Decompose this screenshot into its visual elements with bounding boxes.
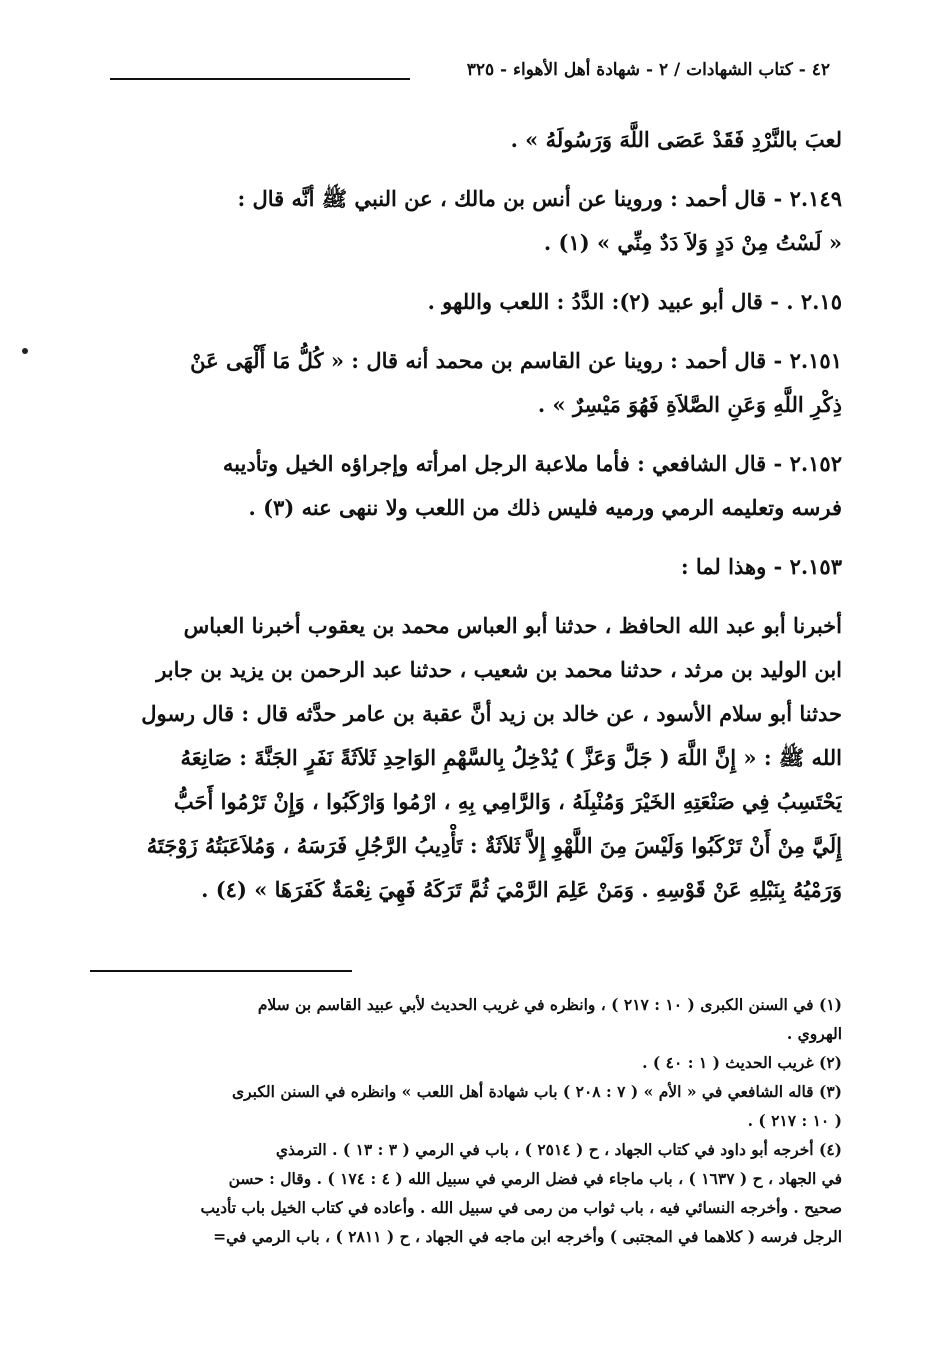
footnotes [100,990,842,1251]
text-line: ذِكْرِ اللَّهِ وَعَنِ الصَّلاَةِ فَهُوَ مَيْسِرٌ » . [537,392,842,417]
footnote-line: في الجهاد ، ح ( ١٦٣٧ ) ، باب ماجاء في فضل الرمي في سبيل الله ( ٤ : ١٧٤ ) . وقال : حسن [228,1169,842,1188]
footnote-line-1: (١) في السنن الكبرى ( ١٠ : ٢١٧ ) ، وانظره في غريب الحديث لأبي عبيد القاسم بن سلام [257,995,842,1014]
text-line-para-2153: ٢.١٥٣ - وهذا لما : [680,554,842,579]
text-line: فرسه وتعليمه الرمي ورميه فليس ذلك من اللعب ولا ننهى عنه (٣) . [248,495,842,520]
footnote-line: الهروي . [786,1024,842,1043]
text-line: الله ﷺ : « إِنَّ اللَّهَ ( جَلَّ وَعَزَّ ) يُدْخِلُ بِالسَّهْمِ الوَاحِدِ ثَلاَثَةً نَفَرٍ الجَنَّةَ : صَانِعَهُ [180,745,842,770]
running-title: ٤٢ - كتاب الشهادات / ٢ - شهادة أهل الأهواء - ٣٢٥ [466,60,830,80]
page-header [110,58,830,92]
footnote-line: ( ١٠ : ٢١٧ ) . [747,1111,842,1130]
margin-dot [22,348,28,354]
footnote-line: صحيح . وأخرجه النسائي فيه ، باب ثواب من رمى في سبيل الله . وأعاده في كتاب الخيل باب تأديب [200,1198,842,1217]
footnote-rule [90,970,352,972]
text-line: أخبرنا أبو عبد الله الحافظ ، حدثنا أبو العباس محمد بن يعقوب أخبرنا العباس [183,613,842,638]
footnote-line-3: (٣) قاله الشافعي في « الأم » ( ٧ : ٢٠٨ ) باب شهادة أهل اللعب » وانظره في السنن الكبرى [231,1082,842,1101]
text-line: لعبَ بالنَّرْدِ فَقَدْ عَصَى اللَّهَ وَرَسُولَهُ » . [510,127,842,152]
text-line-para-2152: ٢.١٥٢ - قال الشافعي : فأما ملاعبة الرجل امرأته وإجراؤه الخيل وتأديبه [222,451,842,476]
text-line: إِلَيَّ مِنْ أَنْ تَرْكَبُوا وَلَيْسَ مِنَ اللَّهْوِ إِلاَّ ثَلاَثَةٌ : تَأْدِيبُ الرَّجُلِ فَرَسَهُ ، وَمُلاَعَبَتُهُ زَوْجَتَهُ [146,833,842,858]
footnote-line-2: (٢) غريب الحديث ( ١ : ٤٠ ) . [642,1053,842,1072]
text-line: حدثنا أبو سلام الأسود ، عن خالد بن زيد أنَّ عقبة بن عامر حدَّثه قال : قال رسول [141,701,842,726]
text-line: « لَسْتُ مِنْ دَدٍ وَلاَ دَدٌ مِنِّي » (١) . [543,230,842,255]
footnote-line: الرجل فرسه ( كلاهما في المجتبى ) وأخرجه ابن ماجه في الجهاد ، ح ( ٢٨١١ ) ، باب الرمي في= [213,1227,842,1246]
header-rule [110,78,410,80]
text-line: يَحْتَسِبُ فِي صَنْعَتِهِ الخَيْرَ وَمُنْبِلَهُ ، وَالرَّامِي بِهِ ، ارْمُوا وَارْكَبُوا ، وَإِنْ تَرْمُوا أَحَبُّ [173,789,842,814]
text-line: وَرَمْيُهُ بِنَبْلِهِ عَنْ قَوْسِهِ . وَمَنْ عَلِمَ الرَّمْيَ ثُمَّ تَرَكَهُ فَهِيَ نِعْمَةٌ كَفَرَهَا » (٤) . [201,877,842,902]
text-line-para-2150: ٢.١٥ . - قال أبو عبيد (٢): الدَّدُ : اللعب واللهو . [427,289,842,314]
text-line-para-2149: ٢.١٤٩ - قال أحمد : وروينا عن أنس بن مالك ، عن النبي ﷺ أنَّه قال : [237,186,842,211]
text-line-para-2151: ٢.١٥١ - قال أحمد : روينا عن القاسم بن محمد أنه قال : « كُلُّ مَا أَلْهَى عَنْ [190,348,842,373]
text-line: ابن الوليد بن مرثد ، حدثنا محمد بن شعيب ، حدثنا عبد الرحمن بن يزيد بن جابر [156,657,842,682]
main-text [102,118,842,912]
footnote-line-4: (٤) أخرجه أبو داود في كتاب الجهاد ، ح ( ٢٥١٤ ) ، باب في الرمي ( ٣ : ١٣ ) . الترمذي [275,1140,842,1159]
